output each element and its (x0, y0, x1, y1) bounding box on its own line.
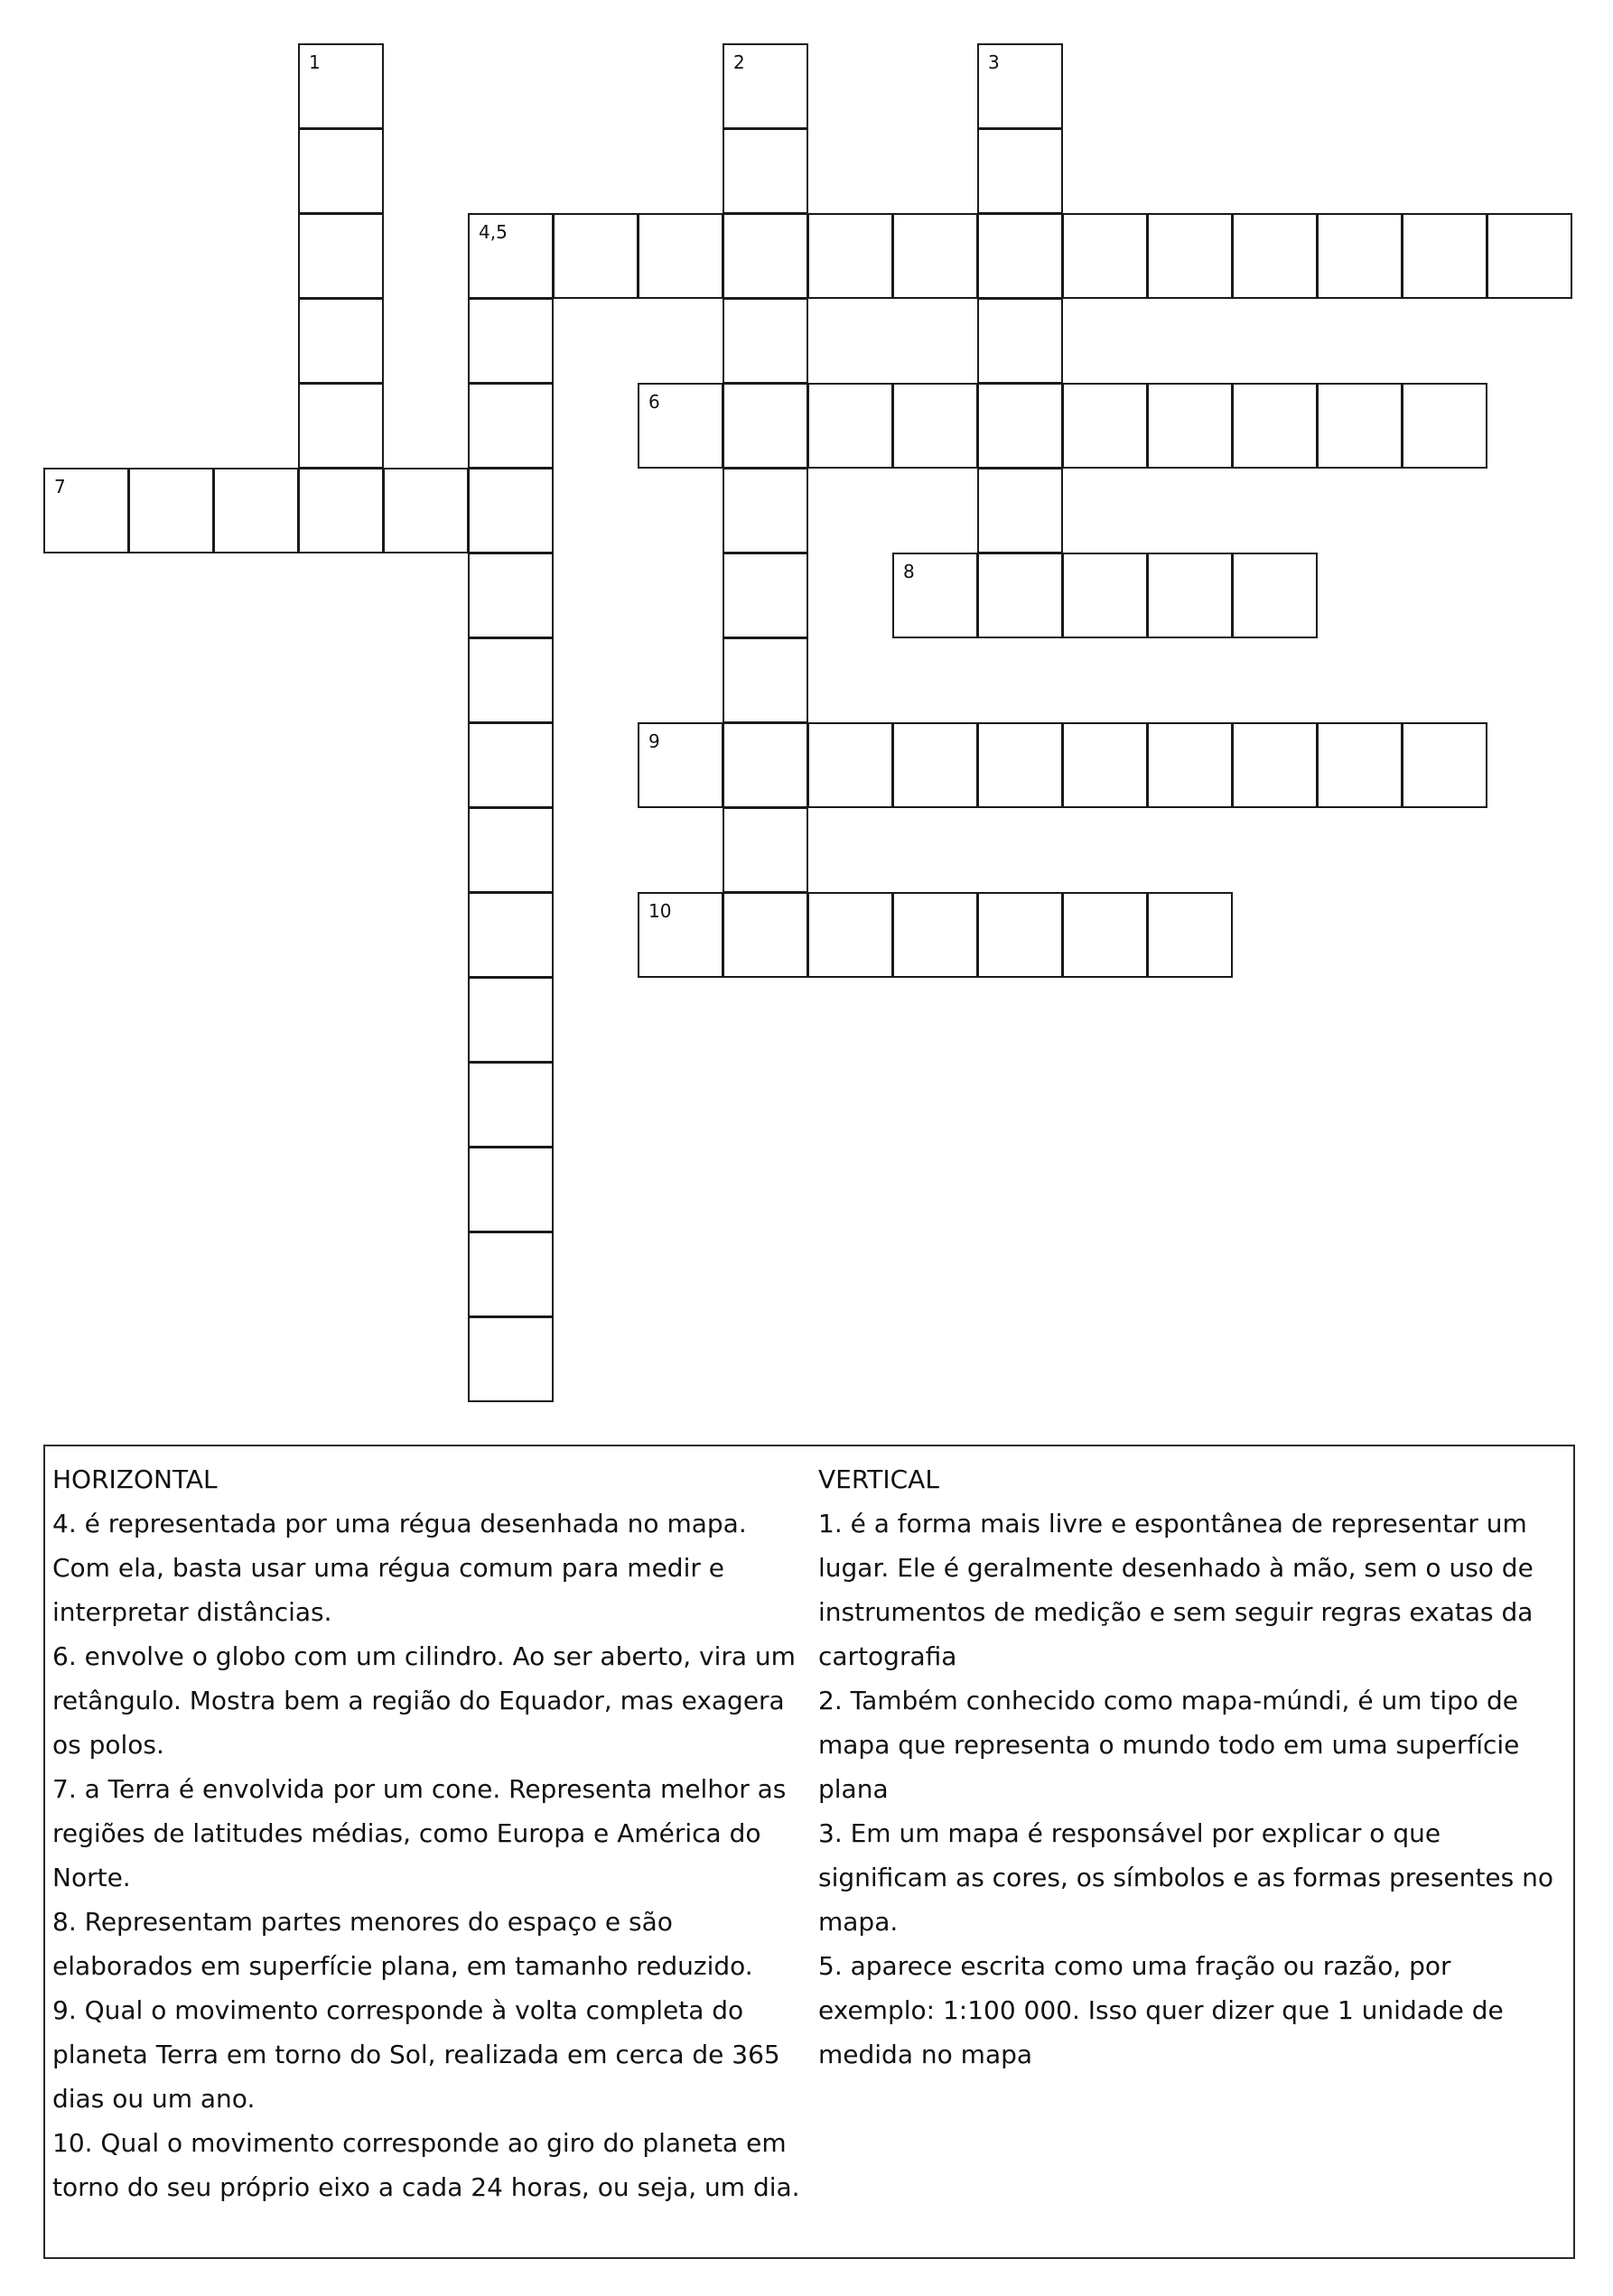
crossword-cell[interactable] (723, 468, 808, 553)
crossword-cell[interactable] (298, 298, 384, 384)
clue-number: 9 (648, 730, 660, 752)
crossword-cell[interactable] (892, 722, 978, 808)
crossword-cell[interactable] (1147, 722, 1233, 808)
vertical-heading: VERTICAL (818, 1464, 939, 1494)
horizontal-heading: HORIZONTAL (52, 1464, 218, 1494)
clue-v-5: 5. aparece escrita como uma fração ou razão, por exemplo: 1:100 000. Isso quer dizer que 1 unidade de medida no mapa (818, 1951, 1504, 2069)
clue-h-6: 6. envolve o globo com um cilindro. Ao ser aberto, vira um retângulo. Mostra bem a região do Equador, mas exagera os polos. (52, 1641, 796, 1760)
crossword-cell[interactable] (1232, 722, 1318, 808)
clue-number: 6 (648, 391, 660, 413)
crossword-cell[interactable] (1232, 383, 1318, 469)
clue-number: 3 (988, 51, 1000, 73)
crossword-cell[interactable] (977, 722, 1063, 808)
clue-number: 2 (733, 51, 745, 73)
crossword-cell[interactable] (638, 383, 723, 469)
crossword-cell[interactable] (723, 553, 808, 638)
crossword-cell[interactable] (892, 892, 978, 978)
crossword-cell[interactable] (1147, 553, 1233, 638)
crossword-cell[interactable] (638, 892, 723, 978)
clue-v-1: 1. é a forma mais livre e espontânea de representar um lugar. Ele é geralmente desenhado à mão, sem o uso de instrumentos de medição e sem seguir regras exatas da cartografia (818, 1509, 1534, 1671)
horizontal-clues (52, 1457, 811, 2209)
crossword-cell[interactable] (298, 213, 384, 299)
crossword-cell[interactable] (977, 383, 1063, 469)
crossword-cell[interactable] (723, 213, 808, 299)
crossword-cell[interactable] (1062, 892, 1148, 978)
crossword-cell[interactable] (977, 128, 1063, 214)
crossword-cell[interactable] (1317, 213, 1403, 299)
clue-number: 10 (648, 900, 672, 922)
crossword-cell[interactable] (468, 213, 554, 299)
crossword-cell[interactable] (213, 468, 299, 553)
crossword-cell[interactable] (892, 383, 978, 469)
crossword-cell[interactable] (383, 468, 469, 553)
crossword-cell[interactable] (723, 722, 808, 808)
crossword-cell[interactable] (1317, 722, 1403, 808)
crossword-cell[interactable] (977, 468, 1063, 553)
crossword-cell[interactable] (723, 298, 808, 384)
crossword-cell[interactable] (1402, 213, 1487, 299)
clue-number: 4,5 (479, 221, 508, 243)
crossword-cell[interactable] (1487, 213, 1572, 299)
crossword-cell[interactable] (1062, 383, 1148, 469)
crossword-cell[interactable] (468, 298, 554, 384)
clue-h-9: 9. Qual o movimento corresponde à volta completa do planeta Terra em torno do Sol, realizada em cerca de 365 dias ou um ano. (52, 1995, 780, 2114)
crossword-cell[interactable] (723, 128, 808, 214)
crossword-cell[interactable] (468, 892, 554, 978)
crossword-cell[interactable] (1402, 722, 1487, 808)
crossword-cell[interactable] (553, 213, 639, 299)
crossword-cell[interactable] (468, 977, 554, 1063)
crossword-cell[interactable] (468, 722, 554, 808)
crossword-cell[interactable] (807, 213, 893, 299)
clue-number: 7 (54, 476, 66, 497)
crossword-cell[interactable] (1317, 383, 1403, 469)
crossword-cell[interactable] (43, 468, 129, 553)
crossword-cell[interactable] (977, 298, 1063, 384)
crossword-cell[interactable] (892, 213, 978, 299)
crossword-cell[interactable] (1402, 383, 1487, 469)
crossword-cell[interactable] (298, 128, 384, 214)
crossword-cell[interactable] (298, 43, 384, 129)
crossword-cell[interactable] (468, 553, 554, 638)
crossword-cell[interactable] (807, 722, 893, 808)
crossword-cell[interactable] (1232, 553, 1318, 638)
clue-number: 1 (309, 51, 321, 73)
crossword-cell[interactable] (298, 468, 384, 553)
crossword-cell[interactable] (723, 892, 808, 978)
crossword-cell[interactable] (1147, 213, 1233, 299)
crossword-cell[interactable] (977, 553, 1063, 638)
crossword-cell[interactable] (1147, 892, 1233, 978)
crossword-cell[interactable] (723, 43, 808, 129)
crossword-cell[interactable] (892, 553, 978, 638)
clues-box (43, 1445, 1575, 2259)
clue-number: 8 (903, 561, 915, 582)
clue-h-4: 4. é representada por uma régua desenhada no mapa. Com ela, basta usar uma régua comum para medir e interpretar distâncias. (52, 1509, 747, 1627)
clue-h-8: 8. Representam partes menores do espaço e são elaborados em superfície plana, em tamanho reduzido. (52, 1907, 753, 1981)
crossword-cell[interactable] (1062, 213, 1148, 299)
crossword-cell[interactable] (977, 892, 1063, 978)
crossword-cell[interactable] (638, 722, 723, 808)
crossword-cell[interactable] (468, 637, 554, 723)
crossword-cell[interactable] (468, 383, 554, 469)
crossword-cell[interactable] (638, 213, 723, 299)
crossword-cell[interactable] (468, 1062, 554, 1148)
crossword-cell[interactable] (468, 807, 554, 893)
clue-h-7: 7. a Terra é envolvida por um cone. Representa melhor as regiões de latitudes médias, como Europa e América do Norte. (52, 1774, 787, 1892)
clue-v-3: 3. Em um mapa é responsável por explicar o que significam as cores, os símbolos e as formas presentes no mapa. (818, 1818, 1554, 1937)
clue-v-2: 2. Também conhecido como mapa-múndi, é um tipo de mapa que representa o mundo todo em uma superfície plana (818, 1686, 1520, 1804)
crossword-cell[interactable] (468, 1232, 554, 1317)
crossword-cell[interactable] (807, 892, 893, 978)
vertical-clues (818, 1457, 1568, 2077)
crossword-cell[interactable] (977, 213, 1063, 299)
crossword-cell[interactable] (723, 383, 808, 469)
crossword-cell[interactable] (1062, 553, 1148, 638)
crossword-cell[interactable] (468, 1147, 554, 1232)
crossword-cell[interactable] (468, 1316, 554, 1402)
crossword-cell[interactable] (468, 468, 554, 553)
crossword-cell[interactable] (128, 468, 214, 553)
crossword-cell[interactable] (298, 383, 384, 469)
crossword-cell[interactable] (723, 807, 808, 893)
crossword-cell[interactable] (1147, 383, 1233, 469)
crossword-cell[interactable] (807, 383, 893, 469)
crossword-cell[interactable] (723, 637, 808, 723)
clue-h-10: 10. Qual o movimento corresponde ao giro do planeta em torno do seu próprio eixo a cada 24 horas, ou seja, um dia. (52, 2128, 800, 2202)
crossword-cell[interactable] (977, 43, 1063, 129)
crossword-cell[interactable] (1062, 722, 1148, 808)
crossword-cell[interactable] (1232, 213, 1318, 299)
